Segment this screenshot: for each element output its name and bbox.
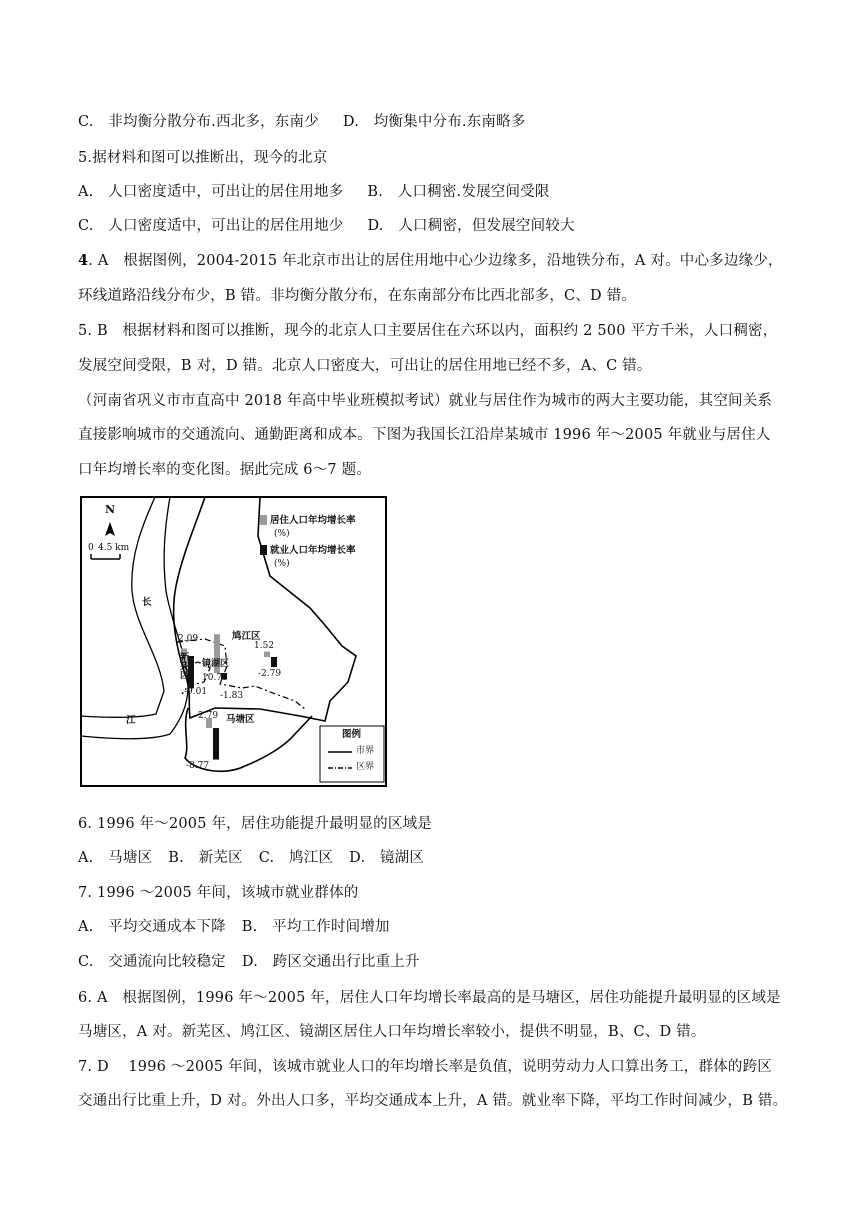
- bar-jiujiang-residential: [264, 652, 270, 657]
- option-line-c-d: [78, 110, 526, 131]
- option-c: C. 非均衡分散分布.西北多，东南少: [78, 114, 319, 130]
- answer-7: 7. D 1996 ～2005 年间，该城市就业人口的年均增长率是负值，说明劳动力人口算出务工，群体的跨区: [78, 1059, 772, 1075]
- legend-district-label: 区界: [356, 762, 375, 772]
- option-line-a-b: [78, 180, 550, 201]
- question-5: 5.据材料和图可以推断出，现今的北京: [78, 150, 328, 166]
- option-c: C. 交通流向比较稳定: [78, 954, 226, 970]
- answer-5: 5. B 根据材料和图可以推断，现今的北京人口主要居住在六环以内，面积约 2 500 平方千米，人口稠密，: [78, 323, 778, 339]
- district-matang: 马塘区: [226, 714, 255, 725]
- material-intro: （河南省巩义市市直高中 2018 年高中毕业班模拟考试）就业与居住作为城市的两大主要功能，其空间关系: [78, 393, 773, 409]
- answer-4-cont: 环线道路沿线分布少，B 错。非均衡分散分布，在东南部分布比西北部多，C、D 错。: [78, 288, 637, 304]
- north-label: N: [105, 503, 116, 516]
- options-q7-ab: [78, 915, 390, 936]
- value-xinwu-emp: -9.01: [184, 687, 208, 697]
- value-jiujiang-emp: -2.79: [258, 669, 282, 679]
- answer-6: 6. A 根据图例，1996 年～2005 年，居住人口年均增长率最高的是马塘区，居住功能提升最明显的区域是: [78, 990, 781, 1006]
- answer-5-cont: 发展空间受限，B 对，D 错。北京人口密度大，可出让的居住用地已经不多，A、C 错。: [78, 358, 652, 374]
- river-label-jiang: 江: [126, 715, 136, 726]
- district-jinghu: 镜湖区: [202, 659, 230, 669]
- option-b: B. 人口稠密.发展空间受限: [367, 184, 550, 200]
- district-xinwu: 新芜区: [178, 652, 188, 679]
- legend-emp-swatch: [260, 545, 267, 555]
- legend-title: 图例: [342, 729, 362, 740]
- value-jiujiang-res: 1.52: [254, 641, 275, 651]
- option-b: B. 新芜区: [168, 850, 243, 866]
- option-d: D. 镜湖区: [349, 850, 425, 866]
- option-a: A. 人口密度适中，可出让的居住用地多: [78, 184, 344, 200]
- scale-zero: 0: [88, 543, 94, 553]
- legend-res-label: 居住人口年均增长率: [270, 515, 356, 526]
- answer-6-cont: 马塘区，A 对。新芜区、鸠江区、镜湖区居住人口年均增长率较小，提供不明显，B、C、D 错。: [78, 1024, 706, 1040]
- map-svg: [80, 496, 388, 788]
- option-d: D. 人口稠密，但发展空间较大: [367, 218, 575, 234]
- legend-res-unit: (%): [274, 529, 290, 539]
- question-7: 7. 1996 ～2005 年间，该城市就业群体的: [78, 885, 359, 901]
- bar-jiujiang-employment: [271, 657, 277, 667]
- options-q6: [78, 846, 424, 867]
- answer-7-cont: 交通出行比重上升，D 对。外出人口多，平均交通成本上升，A 错。就业率下降，平均工作时间减少，B 错。: [78, 1093, 788, 1109]
- answer-number: 4: [78, 252, 89, 269]
- legend-res-swatch: [260, 515, 267, 525]
- options-q7-cd: [78, 950, 420, 971]
- option-c: C. 人口密度适中，可出让的居住用地少: [78, 218, 344, 234]
- option-d: D. 跨区交通出行比重上升: [241, 954, 420, 970]
- option-d: D. 均衡集中分布.东南略多: [342, 114, 526, 130]
- value-matang-res: 2.79: [198, 711, 219, 721]
- value-jinghu-res: 10.77: [202, 673, 228, 683]
- option-line-c-d-2: [78, 214, 575, 235]
- material-intro-3: 口年均增长率的变化图。据此完成 6～7 题。: [78, 462, 372, 478]
- option-c: C. 鸠江区: [258, 850, 334, 866]
- option-b: B. 平均工作时间增加: [241, 919, 390, 935]
- value-matang-emp: -8.77: [186, 761, 210, 771]
- bar-xinwu-employment: [188, 656, 194, 688]
- scale-km: 4.5 km: [98, 543, 130, 553]
- option-a: A. 平均交通成本下降: [78, 919, 226, 935]
- answer-4: [78, 249, 783, 270]
- district-jiujiang: 鸠江区: [232, 631, 261, 642]
- river-label-chang: 长: [142, 597, 152, 608]
- value-jinghu-emp: -1.83: [220, 691, 244, 701]
- legend-emp-label: 就业人口年均增长率: [270, 545, 356, 556]
- option-a: A. 马塘区: [78, 850, 153, 866]
- bar-matang-employment: [213, 728, 219, 760]
- answer-text: . A 根据图例，2004-2015 年北京市出让的居住用地中心少边缘多，沿地铁分布，A 对。中心多边缘少，: [88, 253, 783, 269]
- legend-city-label: 市界: [356, 746, 375, 756]
- city-map-figure: [80, 496, 388, 788]
- question-6: 6. 1996 年～2005 年，居住功能提升最明显的区域是: [78, 816, 432, 832]
- value-xinwu-res: 2.09: [178, 634, 199, 644]
- material-intro-2: 直接影响城市的交通流向、通勤距离和成本。下图为我国长江沿岸某城市 1996 年～2005 年就业与居住人: [78, 427, 771, 443]
- legend-emp-unit: (%): [274, 559, 290, 569]
